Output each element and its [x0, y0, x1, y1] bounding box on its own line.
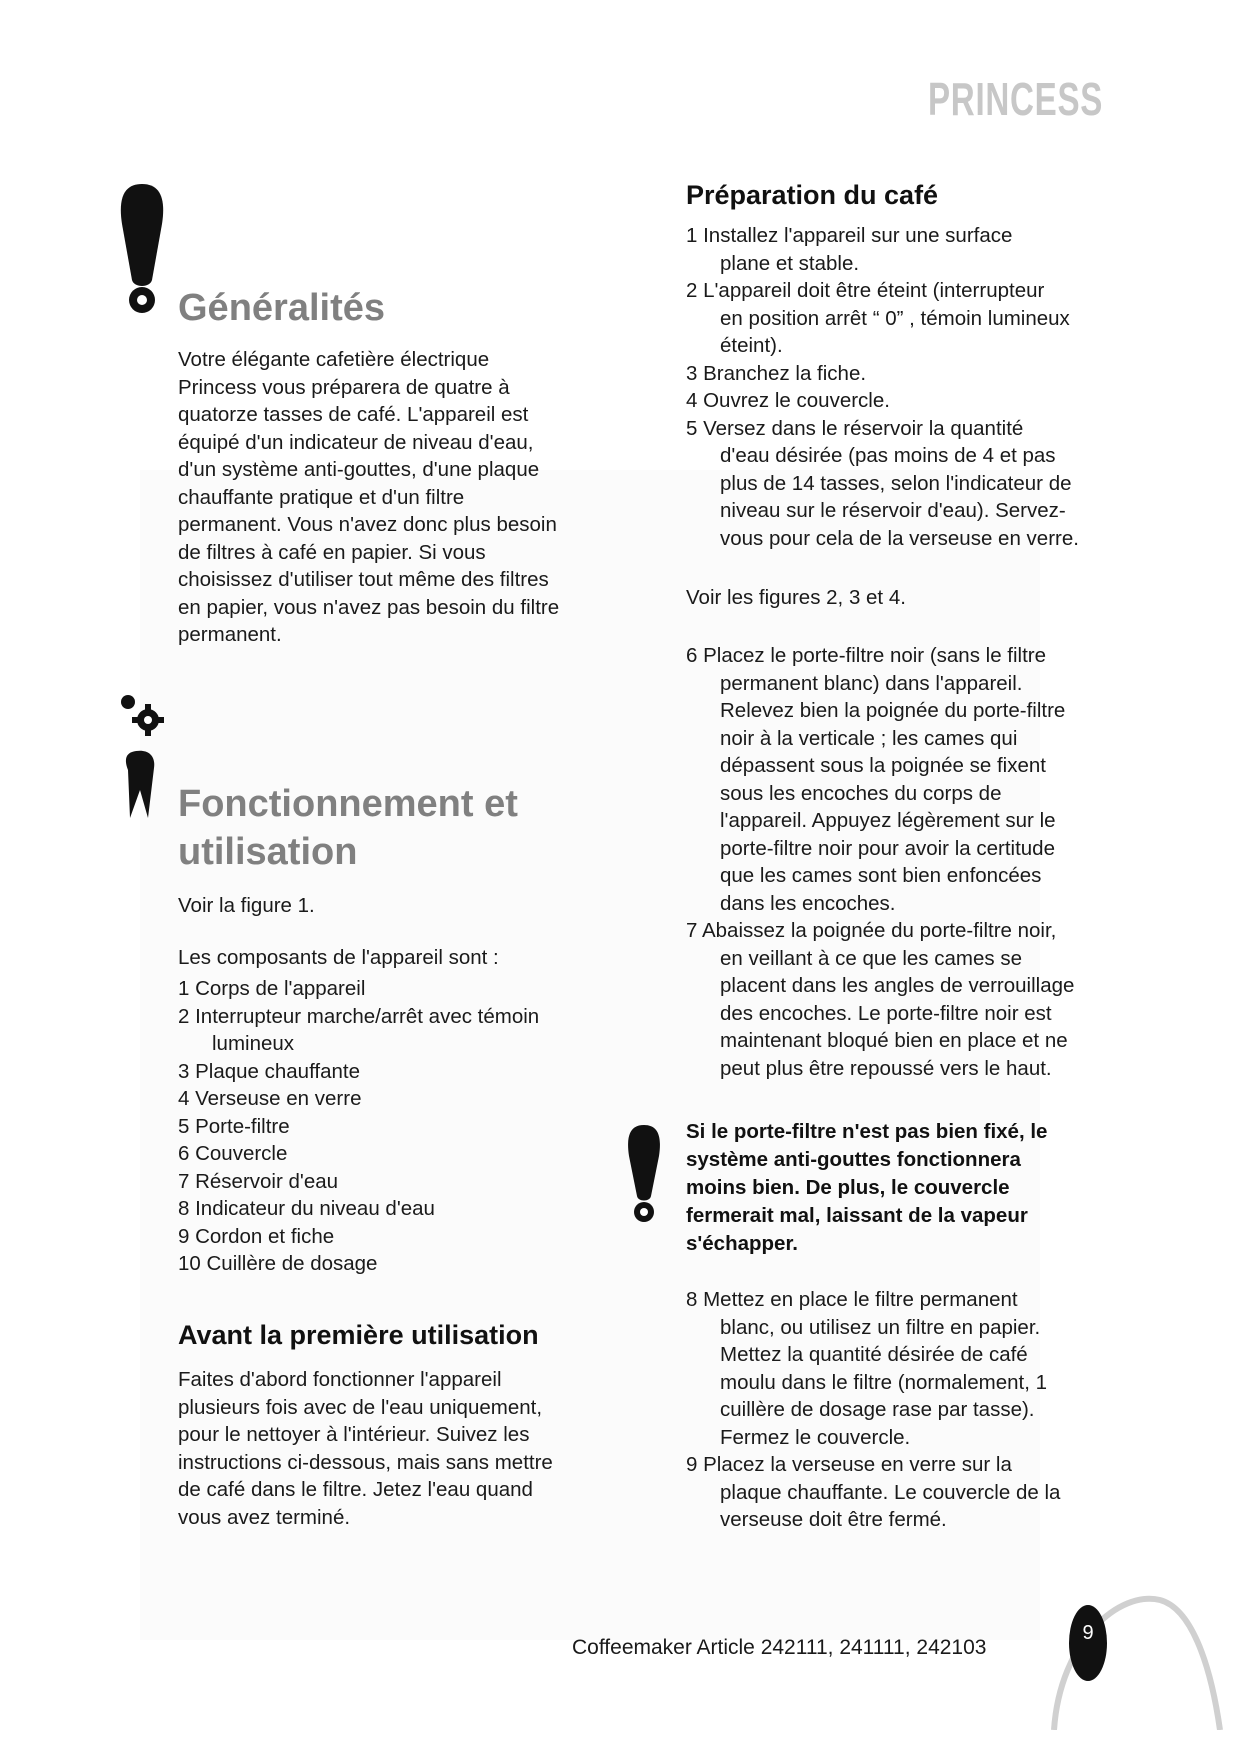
- list-item-text: 9 Placez la verseuse en verre sur la: [686, 1453, 1012, 1476]
- page-number: 9: [1069, 1605, 1107, 1681]
- list-item-continuation: Relevez bien la poignée du porte-filtre: [720, 699, 1066, 722]
- text-line: chauffante pratique et d'un filtre: [178, 485, 465, 509]
- text-line: en papier, vous n'avez pas besoin du filtre: [178, 595, 560, 619]
- avant-title: Avant la première utilisation: [178, 1320, 539, 1350]
- text-line: de café dans le filtre. Jetez l'eau quand: [178, 1478, 533, 1501]
- list-item-continuation: lumineux: [212, 1032, 295, 1055]
- list-item: [686, 1286, 1060, 1451]
- list-item-continuation: vous pour cela de la verseuse en verre.: [720, 526, 1079, 550]
- text-line: pour le nettoyer à l'intérieur. Suivez les: [178, 1423, 530, 1446]
- list-item-continuation: sous les encoches du corps de: [720, 781, 1002, 805]
- generalites-title: Généralités: [178, 287, 385, 329]
- list-item-text: 4 Ouvrez le couvercle.: [686, 389, 890, 412]
- list-item-text: 5 Porte-filtre: [178, 1114, 290, 1138]
- see-figure-1: Voir la figure 1.: [178, 894, 315, 917]
- text-line: d'un système anti-gouttes, d'une plaque: [178, 458, 540, 481]
- text-line: instructions ci-dessous, mais sans mettre: [178, 1450, 553, 1474]
- text-line: de filtres à café en papier. Si vous: [178, 540, 486, 564]
- list-item: [178, 1003, 539, 1058]
- list-item-text: 6 Placez le porte-filtre noir (sans le filtre: [686, 644, 1047, 667]
- text-line: permanent. Vous n'avez donc plus besoin: [178, 513, 557, 536]
- fonctionnement-title-line1: Fonctionnement et: [178, 783, 518, 825]
- list-item-continuation: des encoches. Le porte-filtre noir est: [720, 1001, 1052, 1025]
- components-list: [178, 975, 539, 1278]
- text-line: choisissez d'utiliser tout même des filtres: [178, 568, 549, 591]
- preparation-steps-8-9: [686, 1286, 1060, 1534]
- list-item-continuation: niveau sur le réservoir d'eau). Servez-: [720, 499, 1066, 522]
- preparation-steps-6-7: [686, 642, 1074, 1082]
- list-item-text: 7 Abaissez la poignée du porte-filtre noir,: [686, 919, 1057, 942]
- list-item-continuation: placent dans les angles de verrouillage: [720, 974, 1075, 997]
- text-line: permanent.: [178, 623, 282, 646]
- list-item: [178, 1085, 539, 1113]
- list-item: [686, 1451, 1060, 1534]
- page-corner-swoosh: [1040, 1580, 1230, 1730]
- text-line: moins bien. De plus, le couvercle: [686, 1176, 1010, 1199]
- list-item: [178, 975, 539, 1003]
- list-item-text: 4 Verseuse en verre: [178, 1087, 362, 1110]
- text-line: Faites d'abord fonctionner l'appareil: [178, 1368, 502, 1391]
- list-item-continuation: porte-filtre noir pour avoir la certitude: [720, 836, 1055, 860]
- list-item-text: 2 Interrupteur marche/arrêt avec témoin: [178, 1004, 540, 1028]
- list-item-continuation: d'eau désirée (pas moins de 4 et pas: [720, 444, 1056, 467]
- text-line: fermerait mal, laissant de la vapeur: [686, 1204, 1028, 1227]
- see-figures-2-3-4: Voir les figures 2, 3 et 4.: [686, 586, 906, 609]
- list-item-continuation: moulu dans le filtre (normalement, 1: [720, 1370, 1048, 1394]
- list-item-text: 1 Corps de l'appareil: [178, 977, 366, 1000]
- list-item-continuation: noir à la verticale ; les cames qui: [720, 726, 1018, 750]
- list-item-continuation: plus de 14 tasses, selon l'indicateur de: [720, 471, 1072, 495]
- list-item-text: 9 Cordon et fiche: [178, 1224, 335, 1248]
- text-line: Si le porte-filtre n'est pas bien fixé, le: [686, 1120, 1048, 1143]
- list-item: [686, 642, 1074, 917]
- warning-exclamation-icon: [620, 1122, 668, 1226]
- text-line: Princess vous préparera de quatre à: [178, 375, 510, 399]
- list-item-text: 10 Cuillère de dosage: [178, 1252, 378, 1275]
- list-item-text: 3 Branchez la fiche.: [686, 361, 867, 385]
- list-item-continuation: plaque chauffante. Le couvercle de la: [720, 1480, 1061, 1504]
- princess-logo: [928, 72, 1103, 126]
- list-item-continuation: cuillère de dosage rase par tasse).: [720, 1398, 1035, 1421]
- text-line: quatorze tasses de café. L'appareil est: [178, 403, 529, 426]
- list-item-continuation: blanc, ou utilisez un filtre en papier.: [720, 1315, 1041, 1339]
- list-item-continuation: dans les encoches.: [720, 891, 896, 915]
- avant-body: [178, 1366, 553, 1531]
- text-line: équipé d'un indicateur de niveau d'eau,: [178, 430, 534, 454]
- warning-note: [686, 1118, 1047, 1258]
- list-item: [178, 1223, 539, 1251]
- text-line: s'échapper.: [686, 1232, 798, 1255]
- components-intro: Les composants de l'appareil sont :: [178, 946, 499, 969]
- list-item-text: 8 Indicateur du niveau d'eau: [178, 1197, 435, 1220]
- text-line: vous avez terminé.: [178, 1505, 351, 1529]
- list-item-continuation: peut plus être repoussé vers le haut.: [720, 1056, 1052, 1080]
- generalites-body: [178, 346, 559, 649]
- preparation-title: Préparation du café: [686, 180, 939, 210]
- preparation-steps-1-5: [686, 222, 1079, 552]
- footer-article: Coffeemaker Article 242111, 241111, 242103: [572, 1636, 987, 1659]
- text-line: système anti-gouttes fonctionnera: [686, 1148, 1021, 1171]
- list-item: [686, 222, 1079, 277]
- list-item: [686, 917, 1074, 1082]
- list-item: [686, 277, 1079, 360]
- list-item: [178, 1168, 539, 1196]
- logo-text: PRINCESS: [928, 73, 1104, 125]
- list-item: [178, 1058, 539, 1086]
- list-item: [178, 1113, 539, 1141]
- fonctionnement-title-line2: utilisation: [178, 831, 358, 873]
- list-item: [686, 360, 1079, 388]
- settings-person-icon: [112, 690, 176, 820]
- exclamation-icon: [112, 180, 172, 320]
- list-item: [178, 1195, 539, 1223]
- list-item-continuation: permanent blanc) dans l'appareil.: [720, 671, 1023, 695]
- list-item-continuation: dépassent sous la poignée se fixent: [720, 754, 1046, 777]
- list-item-text: 5 Versez dans le réservoir la quantité: [686, 416, 1024, 440]
- text-line: Votre élégante cafetière électrique: [178, 348, 490, 371]
- list-item-continuation: éteint).: [720, 334, 783, 357]
- list-item-continuation: en veillant à ce que les cames se: [720, 946, 1022, 970]
- list-item-text: 2 L'appareil doit être éteint (interrupteur: [686, 279, 1045, 302]
- list-item-continuation: Mettez la quantité désirée de café: [720, 1343, 1028, 1366]
- list-item: [178, 1140, 539, 1168]
- list-item-text: 3 Plaque chauffante: [178, 1059, 360, 1083]
- list-item-text: 7 Réservoir d'eau: [178, 1169, 339, 1193]
- list-item-continuation: l'appareil. Appuyez légèrement sur le: [720, 809, 1056, 832]
- list-item: [178, 1250, 539, 1278]
- fonctionnement-title: [178, 780, 518, 876]
- list-item-continuation: maintenant bloqué bien en place et ne: [720, 1029, 1068, 1052]
- list-item-text: 8 Mettez en place le filtre permanent: [686, 1288, 1018, 1311]
- text-line: plusieurs fois avec de l'eau uniquement,: [178, 1395, 543, 1419]
- list-item-text: 6 Couvercle: [178, 1142, 288, 1165]
- list-item: [686, 387, 1079, 415]
- list-item-continuation: Fermez le couvercle.: [720, 1425, 911, 1449]
- list-item-continuation: que les cames sont bien enfoncées: [720, 864, 1042, 887]
- list-item-continuation: en position arrêt “ 0” , témoin lumineux: [720, 306, 1070, 330]
- list-item-continuation: verseuse doit être fermé.: [720, 1508, 947, 1531]
- list-item-continuation: plane et stable.: [720, 251, 860, 275]
- list-item-text: 1 Installez l'appareil sur une surface: [686, 224, 1013, 247]
- list-item: [686, 415, 1079, 553]
